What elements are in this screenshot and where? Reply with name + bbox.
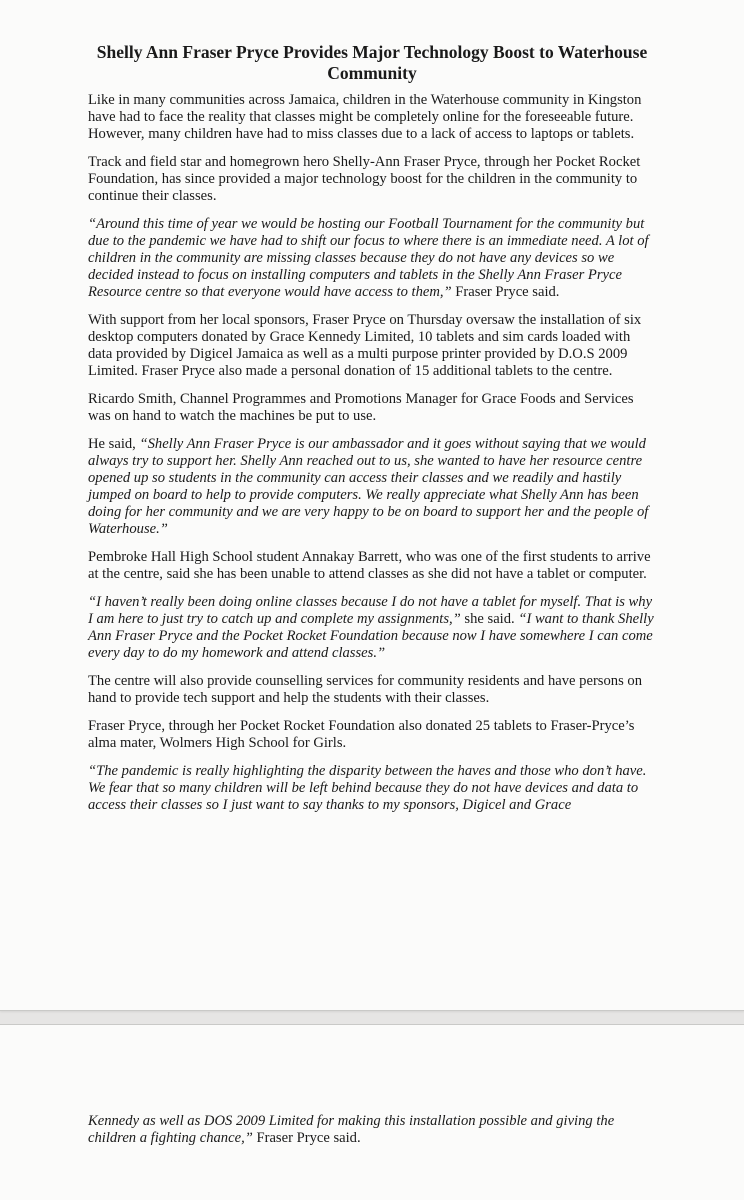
quote-text: “I want to thank Shelly Ann Fraser Pryce and the Pocket Rocket Foundation because now I have somewhere I can come every day to do my homework and attend classes.”: [88, 611, 654, 661]
quote-text: “Around this time of year we would be hosting our Football Tournament for the community but due to the pandemic we have had to shift our focus to where there is an immediate need. A lot of children in the community are missing classes because they do not have any devices so we decided instead to focus on installing computers and tablets in the Shelly Ann Fraser Pryce Resource centre so that everyone would have access to them,”: [88, 216, 649, 300]
paragraph-wolmers: Fraser Pryce, through her Pocket Rocket Foundation also donated 25 tablets to Fraser-Pryce’s alma mater, Wolmers High School for Girls.: [88, 718, 635, 751]
paragraph-counselling: The centre will also provide counselling services for community residents and have persons on hand to provide tech support and help the students with their classes.: [88, 673, 643, 706]
quote-text: Kennedy as well as DOS 2009 Limited for making this installation possible and giving the children a fighting chance,”: [88, 1113, 615, 1146]
quote-lead: He said,: [88, 436, 140, 452]
paragraph-ricardo-smith: Ricardo Smith, Channel Programmes and Promotions Manager for Grace Foods and Services was on hand to watch the machines be put to use.: [88, 391, 634, 424]
paragraph-pandemic-quote: “The pandemic is really highlighting the disparity between the haves and those who don’t have. We fear that so many children will be left behind because they do not have devices and data to access their classes so I just want to say thanks to my sponsors, Digicel and Grace: [88, 763, 647, 813]
paragraph-student: Pembroke Hall High School student Annakay Barrett, who was one of the first students to arrive at the centre, said she has been unable to attend classes as she did not have a tablet or computer.: [88, 549, 651, 582]
paragraph-intro: Like in many communities across Jamaica, children in the Waterhouse community in Kingston have had to face the reality that classes might be completely online for the foreseeable future. However, many children have had to miss classes due to a lack of access to laptops or tablets.: [88, 92, 642, 142]
paragraph-closing-quote: [88, 1113, 656, 1147]
document-page-2: [0, 1024, 744, 1200]
quote-text: “I haven’t really been doing online classes because I do not have a tablet for myself. That is why I am here to just try to catch up and complete my assignments,”: [88, 594, 653, 627]
paragraph-student-quote: [88, 594, 656, 662]
paragraph-quote-football: [88, 216, 656, 301]
quote-text: “Shelly Ann Fraser Pryce is our ambassador and it goes without saying that we would always try to support her. Shelly Ann reached out to us, she wanted to have her resource centre opened up so students in the community can access their classes and we readily and hastily jumped on board to help to provide computers. We really appreciate what Shelly Ann has been doing for her community and we are very happy to be on board to support her and the people of Waterhouse.”: [88, 436, 649, 537]
paragraph-donations: With support from her local sponsors, Fraser Pryce on Thursday oversaw the installation of six desktop computers donated by Grace Kennedy Limited, 10 tablets and sim cards loaded with data provided by Digicel Jamaica as well as a multi purpose printer provided by D.O.S 2009 Limited. Fraser Pryce also made a personal donation of 15 additional tablets to the centre.: [88, 312, 642, 379]
article-title: Shelly Ann Fraser Pryce Provides Major Technology Boost to Waterhouse Community: [96, 42, 648, 83]
quote-attribution: she said.: [460, 611, 519, 627]
quote-attribution: Fraser Pryce said.: [252, 1130, 361, 1146]
quote-attribution: Fraser Pryce said.: [451, 284, 560, 300]
paragraph-smith-quote: [88, 436, 656, 538]
paragraph-foundation: Track and field star and homegrown hero Shelly-Ann Fraser Pryce, through her Pocket Rocket Foundation, has since provided a major technology boost for the children in the community to continue their classes.: [88, 154, 641, 204]
